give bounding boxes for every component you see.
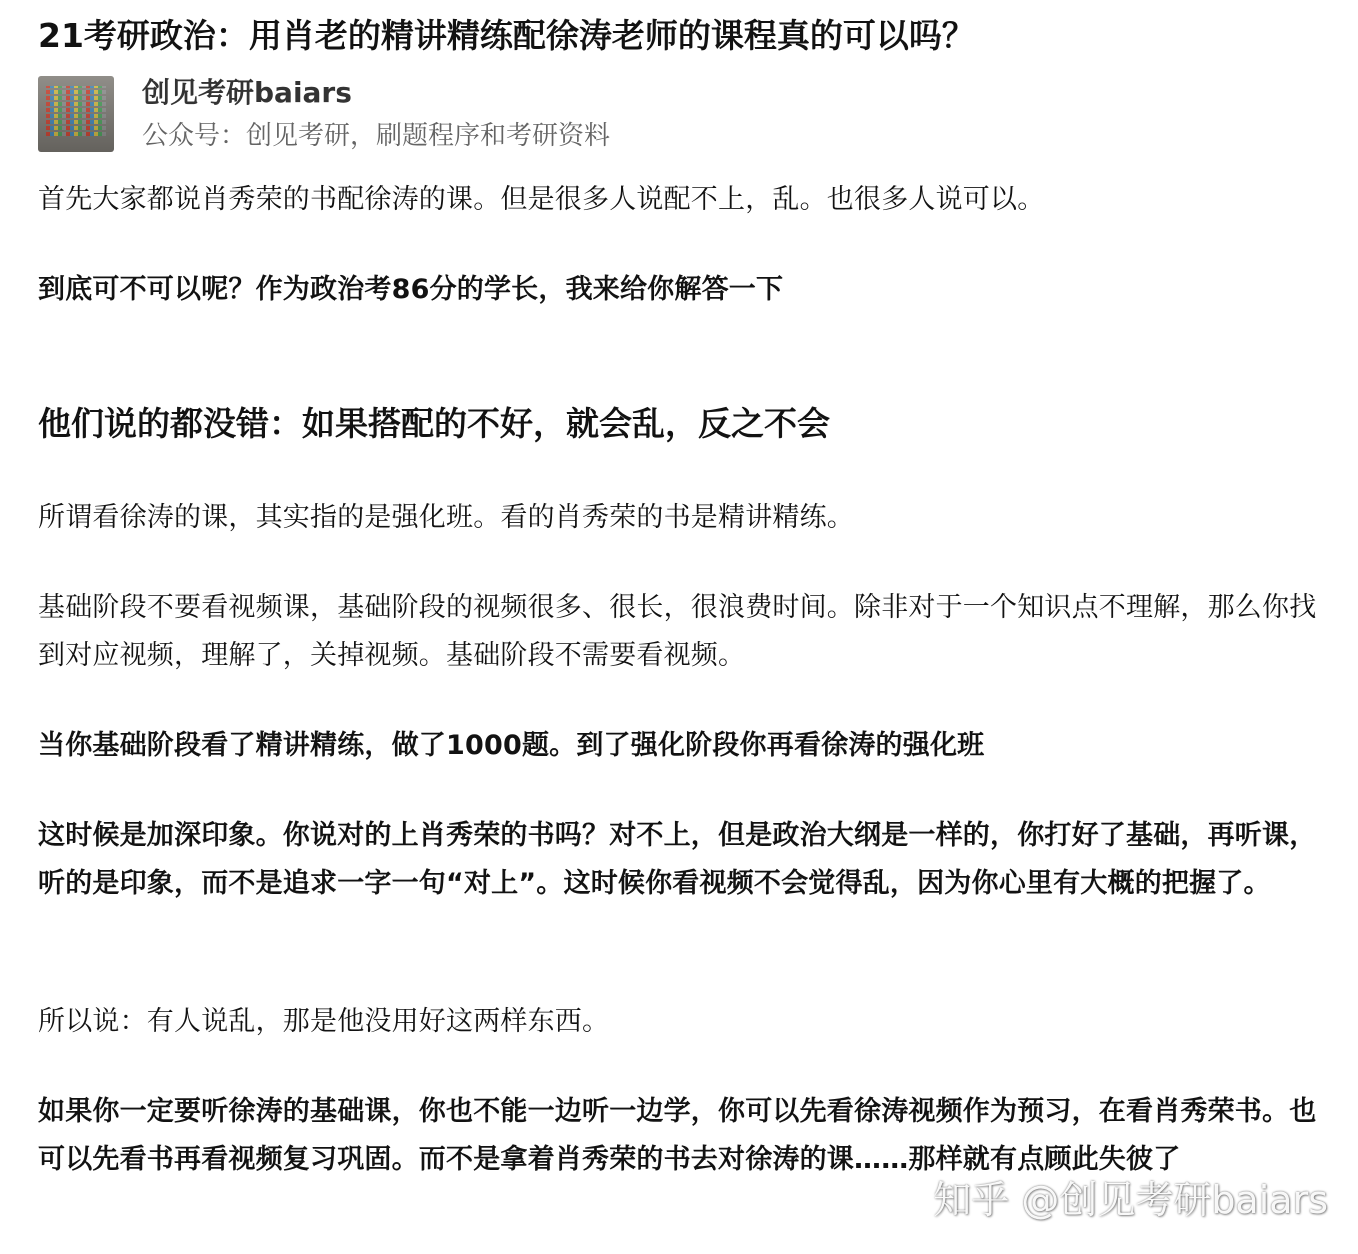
author-name[interactable]: 创见考研baiars [142, 76, 352, 109]
paragraph: 基础阶段不要看视频课，基础阶段的视频很多、很长，很浪费时间。除非对于一个知识点不理解，那么你找到对应视频，理解了，关掉视频。基础阶段不需要看视频。 [38, 592, 1317, 671]
paragraph: 所谓看徐涛的课，其实指的是强化班。看的肖秀荣的书是精讲精练。 [38, 502, 854, 533]
paragraph-bold: 这时候是加深印象。你说对的上肖秀荣的书吗？对不上，但是政治大纲是一样的，你打好了基础，再听课，听的是印象，而不是追求一字一句“对上”。这时候你看视频不会觉得乱，因为你心里有大概的把握了。 [38, 820, 1317, 899]
section-heading: 他们说的都没错：如果搭配的不好，就会乱，反之不会 [38, 404, 830, 443]
paragraph: 所以说：有人说乱，那是他没用好这两样东西。 [38, 1006, 610, 1037]
author-bio: 公众号：创见考研，刷题程序和考研资料 [142, 121, 611, 151]
paragraph-bold: 到底可不可以呢？作为政治考86分的学长，我来给你解答一下 [38, 274, 784, 305]
paragraph-bold: 如果你一定要听徐涛的基础课，你也不能一边听一边学，你可以先看徐涛视频作为预习，在看肖秀荣书。也可以先看书再看视频复习巩固。而不是拿着肖秀荣的书去对徐涛的课……那样就有点顾此失彼了 [38, 1096, 1317, 1175]
avatar[interactable] [38, 76, 114, 152]
watermark: 知乎 @创见考研baiars [933, 1178, 1328, 1222]
author-card[interactable] [38, 76, 938, 154]
paragraph-bold: 当你基础阶段看了精讲精练，做了1000题。到了强化阶段你再看徐涛的强化班 [38, 730, 985, 761]
paragraph: 首先大家都说肖秀荣的书配徐涛的课。但是很多人说配不上，乱。也很多人说可以。 [38, 184, 1045, 215]
article-title: 21考研政治：用肖老的精讲精练配徐涛老师的课程真的可以吗？ [38, 16, 975, 55]
